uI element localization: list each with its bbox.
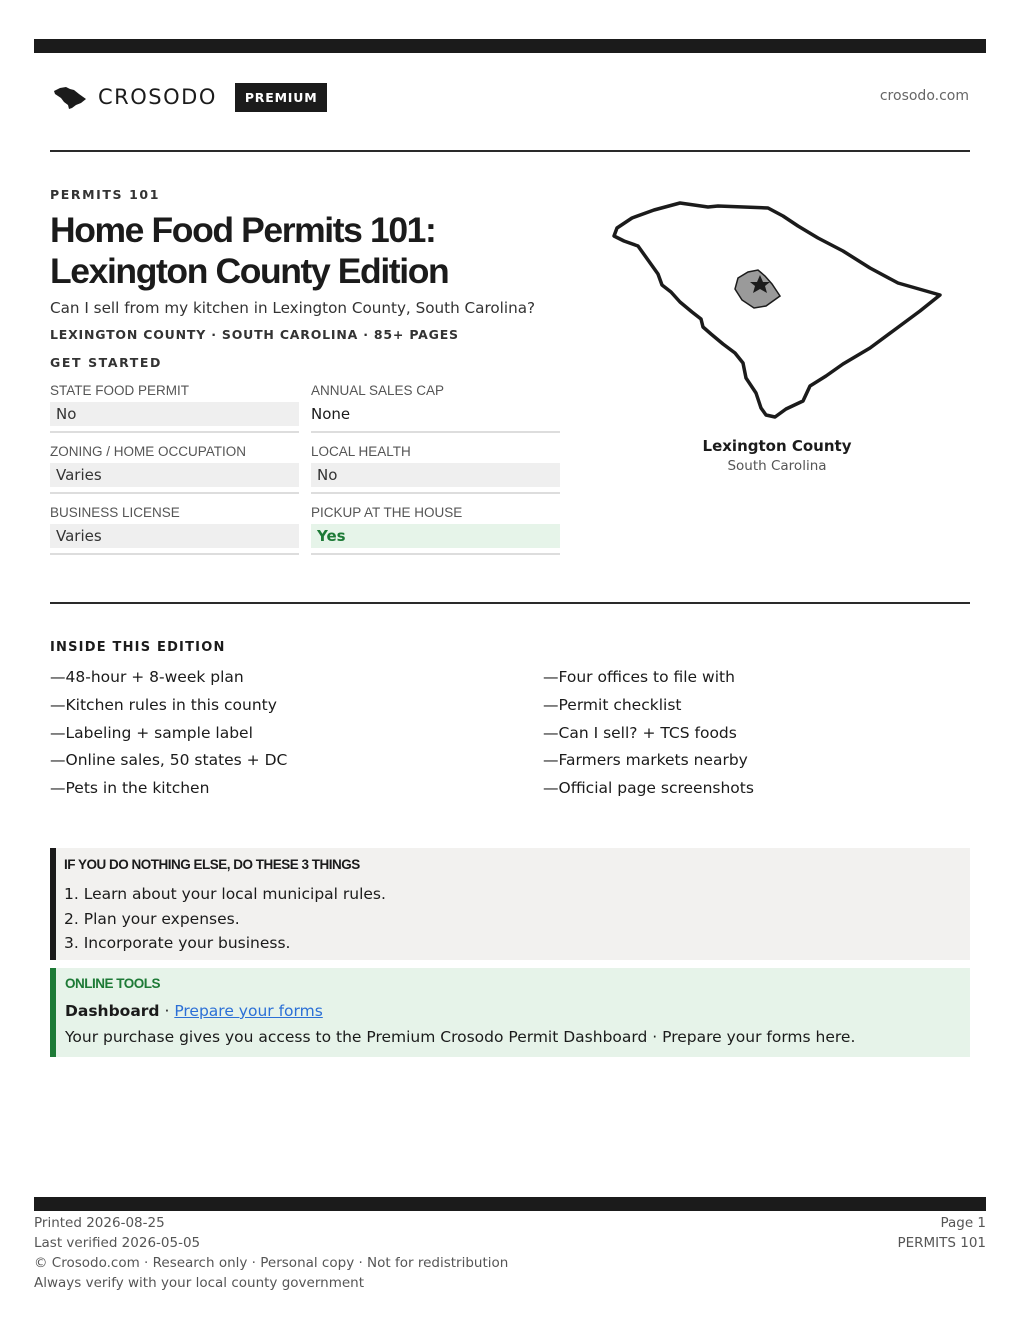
list-item: —Four offices to file with bbox=[543, 668, 735, 686]
inside-heading: INSIDE THIS EDITION bbox=[50, 640, 226, 655]
fact-value: Varies bbox=[50, 463, 299, 487]
footer-left bbox=[34, 1213, 508, 1293]
callout-list bbox=[64, 882, 970, 956]
verify-note: Always verify with your local county government bbox=[34, 1275, 364, 1291]
callout-heading: IF YOU DO NOTHING ELSE, DO THESE 3 THINGS bbox=[64, 857, 360, 872]
edition-meta: LEXINGTON COUNTY · SOUTH CAROLINA · 85+ PAGES bbox=[50, 327, 459, 342]
verified-date: Last verified 2026-05-05 bbox=[34, 1235, 201, 1251]
fact-value: No bbox=[311, 463, 560, 487]
list-item: —Online sales, 50 states + DC bbox=[50, 751, 288, 770]
list-item: —Farmers markets nearby bbox=[543, 751, 748, 770]
brand-name: CROSODO bbox=[98, 85, 217, 109]
page-number: Page 1 bbox=[940, 1215, 986, 1231]
fact-business-license bbox=[50, 504, 299, 555]
fact-label: ZONING / HOME OCCUPATION bbox=[50, 444, 247, 459]
tools-description: Your purchase gives you access to the Premium Crosodo Permit Dashboard · Prepare your forms here. bbox=[65, 1028, 856, 1046]
state-map bbox=[608, 196, 948, 426]
map-caption bbox=[677, 437, 877, 474]
get-started-heading: GET STARTED bbox=[50, 355, 163, 370]
list-item: —Can I sell? + TCS foods bbox=[543, 723, 737, 742]
section-name: PERMITS 101 bbox=[897, 1235, 986, 1251]
fact-label: STATE FOOD PERMIT bbox=[50, 383, 190, 398]
footer-right bbox=[897, 1213, 986, 1253]
fact-label: PICKUP AT THE HOUSE bbox=[311, 505, 463, 520]
list-item: —Permit checklist bbox=[543, 695, 682, 714]
separator: · bbox=[159, 1002, 175, 1020]
page-title bbox=[50, 210, 610, 292]
fact-value: Varies bbox=[50, 524, 299, 548]
eyebrow: PERMITS 101 bbox=[50, 187, 160, 202]
copyright: © Crosodo.com · Research only · Personal copy · Not for redistribution bbox=[34, 1255, 509, 1271]
fact-state-food-permit bbox=[50, 382, 299, 433]
fact-value: None bbox=[311, 405, 351, 423]
fact-annual-sales-cap bbox=[311, 382, 560, 433]
bottom-bar bbox=[34, 1197, 986, 1211]
site-url: crosodo.com bbox=[879, 88, 969, 104]
divider bbox=[50, 150, 970, 152]
list-item: —Labeling + sample label bbox=[50, 723, 253, 742]
list-item: 2. Plan your expenses. bbox=[64, 909, 240, 928]
online-tools-callout bbox=[50, 968, 970, 1057]
dashboard-label: Dashboard bbox=[65, 1002, 160, 1020]
tools-line bbox=[65, 998, 970, 1024]
map-state-name: South Carolina bbox=[727, 458, 827, 474]
fact-zoning bbox=[50, 443, 299, 494]
printed-date: Printed 2026-08-25 bbox=[34, 1215, 165, 1231]
three-things-callout bbox=[50, 848, 970, 960]
list-item: —Pets in the kitchen bbox=[50, 779, 210, 798]
facts-grid bbox=[50, 382, 560, 555]
list-item: 3. Incorporate your business. bbox=[64, 934, 291, 952]
title-line-2: Lexington County Edition bbox=[50, 251, 449, 291]
top-bar bbox=[34, 39, 986, 53]
list-item: —48-hour + 8-week plan bbox=[50, 668, 244, 686]
state-outline bbox=[614, 203, 940, 417]
prepare-forms-link[interactable]: Prepare your forms bbox=[174, 1002, 323, 1020]
fact-label: LOCAL HEALTH bbox=[311, 444, 411, 459]
fact-local-health bbox=[311, 443, 560, 494]
brand bbox=[52, 82, 327, 112]
list-item: —Kitchen rules in this county bbox=[50, 695, 277, 714]
map-county-name: Lexington County bbox=[702, 437, 852, 455]
divider bbox=[50, 602, 970, 604]
fact-pickup-at-house bbox=[311, 504, 560, 555]
fact-label: ANNUAL SALES CAP bbox=[311, 383, 445, 398]
title-line-1: Home Food Permits 101: bbox=[50, 210, 436, 250]
fact-value: No bbox=[50, 402, 299, 426]
list-item: —Official page screenshots bbox=[543, 779, 754, 798]
inside-list-left bbox=[50, 664, 287, 803]
fact-value: Yes bbox=[311, 524, 560, 548]
inside-list-right bbox=[543, 664, 754, 803]
premium-badge: PREMIUM bbox=[235, 83, 328, 112]
tools-heading: ONLINE TOOLS bbox=[65, 976, 161, 991]
subtitle: Can I sell from my kitchen in Lexington County, South Carolina? bbox=[50, 299, 536, 317]
list-item: 1. Learn about your local municipal rules. bbox=[64, 885, 386, 903]
fact-label: BUSINESS LICENSE bbox=[50, 505, 180, 520]
south-carolina-state-icon bbox=[52, 83, 88, 111]
